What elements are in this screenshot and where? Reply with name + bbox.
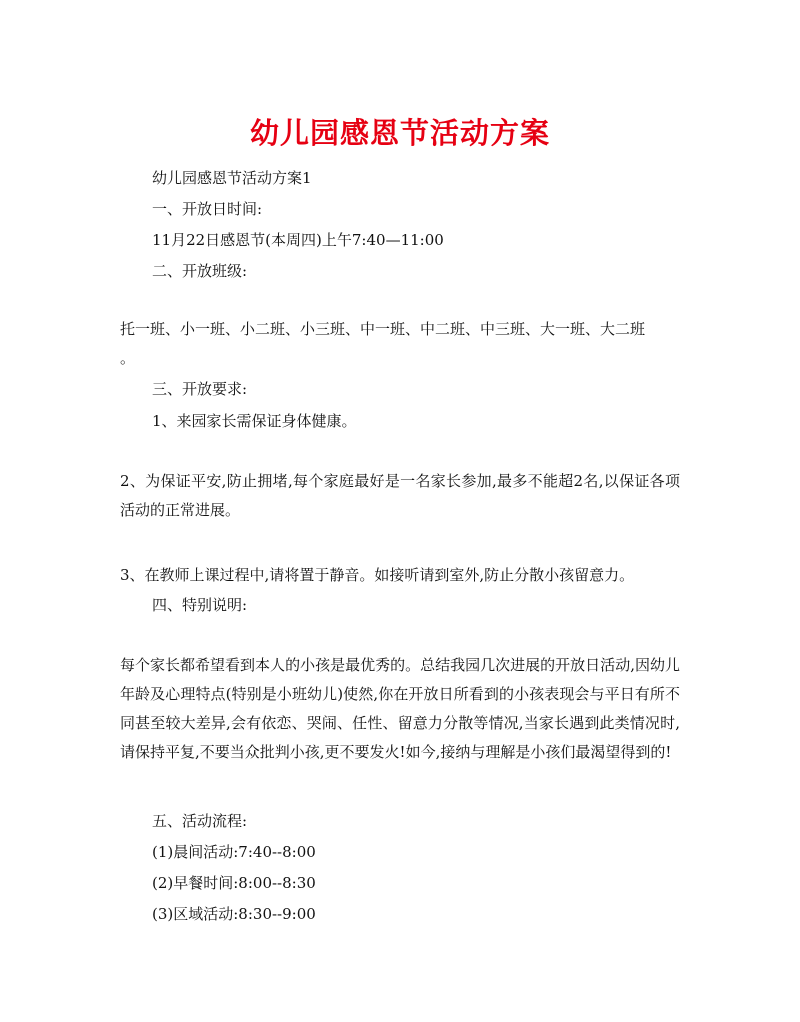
- section-2-heading: 二、开放班级:: [152, 262, 248, 280]
- section-1-heading: 一、开放日时间:: [152, 200, 263, 218]
- flow-item-1: (1)晨间活动:7:40--8:00: [152, 843, 316, 861]
- flow-item-3: (3)区域活动:8:30--9:00: [152, 905, 316, 923]
- section-1-text: 11月22日感恩节(本周四)上午7:40—11:00: [152, 231, 444, 249]
- document-subtitle: 幼儿园感恩节活动方案1: [152, 169, 312, 187]
- requirement-3: 3、在教师上课过程中,请将置于静音。如接听请到室外,防止分散小孩留意力。: [120, 566, 635, 584]
- flow-item-2: (2)早餐时间:8:00--8:30: [152, 874, 316, 892]
- document-title: 幼儿园感恩节活动方案: [249, 116, 550, 150]
- requirement-2: 2、为保证平安,防止拥堵,每个家庭最好是一名家长参加,最多不能超2名,以保证各项活动的正常进展。: [120, 472, 680, 519]
- section-4-heading: 四、特别说明:: [152, 596, 248, 614]
- section-2-text-end: 。: [120, 349, 136, 367]
- section-5-heading: 五、活动流程:: [152, 812, 248, 830]
- section-3-heading: 三、开放要求:: [152, 380, 248, 398]
- section-4-text: 每个家长都希望看到本人的小孩是最优秀的。总结我园几次进展的开放日活动,因幼儿年龄及心理特点(特别是小班幼儿)使然,你在开放日所看到的小孩表现会与平日有所不同甚至较大差异,会有依恋、哭闹、任性、留意力分散等情况,当家长遇到此类情况时,请保持平复,不要当众批判小孩,更不要发火!如今,接纳与理解是小孩们最渴望得到的!: [120, 656, 680, 761]
- section-2-text: 托一班、小一班、小二班、小三班、中一班、中二班、中三班、大一班、大二班: [120, 320, 646, 338]
- requirement-1: 1、来园家长需保证身体健康。: [152, 412, 357, 430]
